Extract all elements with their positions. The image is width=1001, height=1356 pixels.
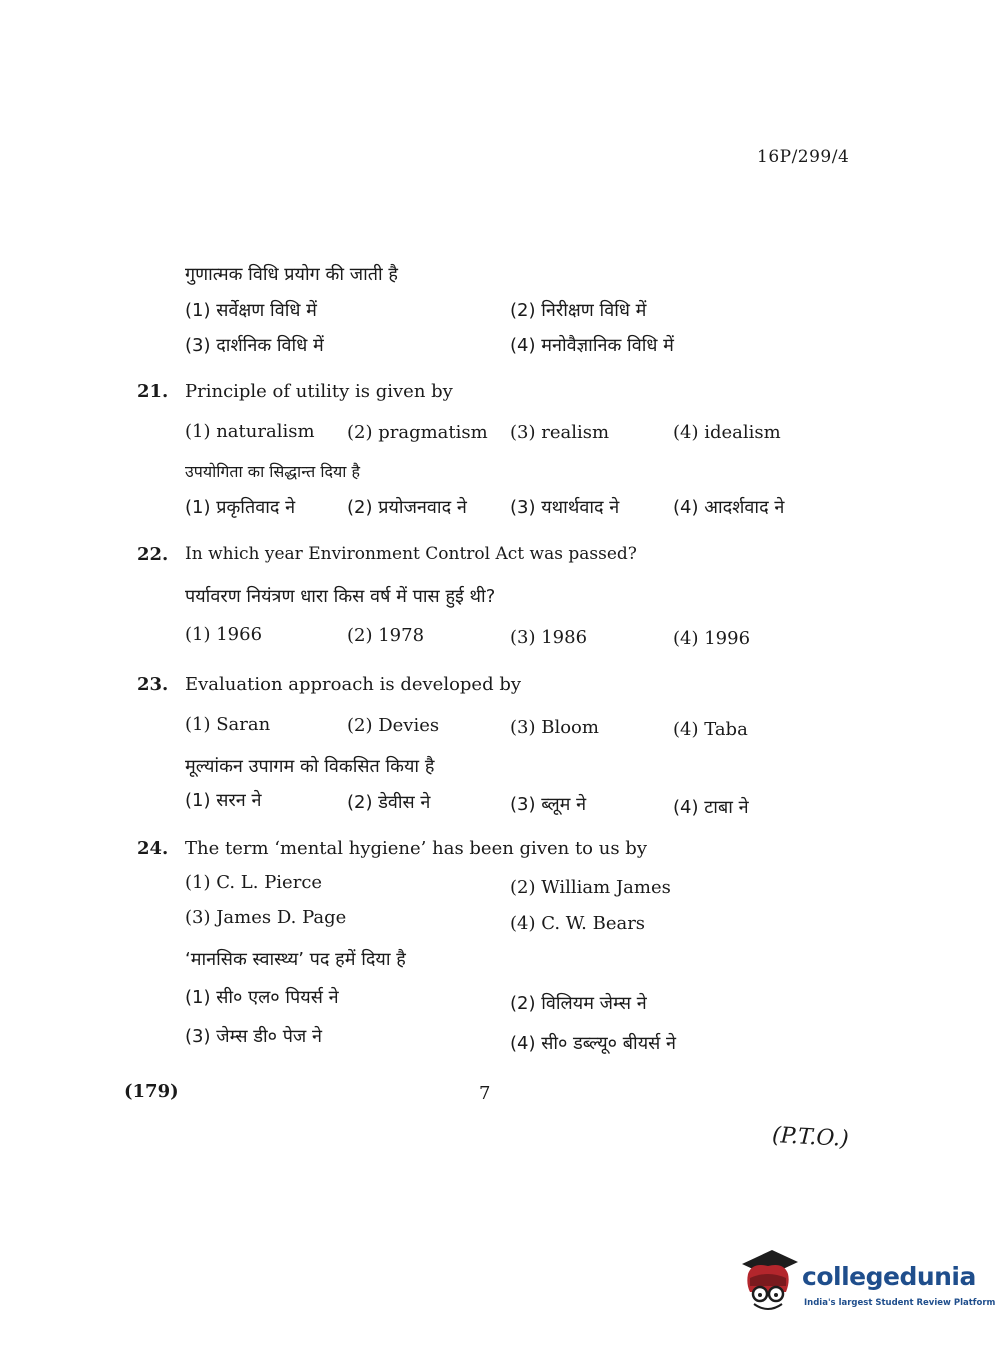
brand-name: collegedunia (802, 1262, 976, 1291)
q20-option-2: (2) निरीक्षण विधि में (510, 300, 647, 321)
q21-hi-stem: उपयोगिता का सिद्धान्त दिया है (185, 462, 360, 481)
q24-number: 24. (137, 838, 169, 859)
q22-option-1: (1) 1966 (185, 624, 263, 645)
q24-hi-option-4: (4) सी० डब्ल्यू० बीयर्स ने (510, 1033, 677, 1054)
q24-hi-option-1: (1) सी० एल० पियर्स ने (185, 987, 339, 1008)
q23-hi-option-1: (1) सरन ने (185, 790, 262, 811)
q22-hi-stem: पर्यावरण नियंत्रण धारा किस वर्ष में पास हुई थी? (185, 586, 496, 607)
q23-hi-stem: मूल्यांकन उपागम को विकसित किया है (185, 756, 435, 777)
q23-en-option-4: (4) Taba (673, 719, 748, 740)
q23-hi-option-2: (2) डेवीस ने (347, 792, 431, 813)
q21-en-option-1: (1) naturalism (185, 421, 315, 442)
q24-hi-option-3: (3) जेम्स डी० पेज ने (185, 1026, 322, 1047)
q20-hindi-stem: गुणात्मक विधि प्रयोग की जाती है (185, 264, 398, 285)
q23-hi-option-4: (4) टाबा ने (673, 797, 749, 818)
q21-en-option-3: (3) realism (510, 422, 610, 443)
collegedunia-watermark (738, 1248, 996, 1320)
q22-option-2: (2) 1978 (347, 625, 425, 646)
q23-number: 23. (137, 674, 169, 695)
q21-hi-option-2: (2) प्रयोजनवाद ने (347, 497, 467, 518)
q24-hi-option-2: (2) विलियम जेम्स ने (510, 993, 647, 1014)
q20-option-3: (3) दार्शनिक विधि में (185, 335, 324, 356)
brand-tagline: India's largest Student Review Platform (804, 1298, 996, 1308)
q23-en-option-3: (3) Bloom (510, 717, 599, 738)
q20-option-1: (1) सर्वेक्षण विधि में (185, 300, 317, 321)
q23-en-option-2: (2) Devies (347, 715, 440, 736)
q24-en-stem: The term ‘mental hygiene’ has been given to us by (185, 838, 647, 859)
q24-en-option-1: (1) C. L. Pierce (185, 872, 323, 893)
q21-hi-option-1: (1) प्रकृतिवाद ने (185, 497, 296, 518)
q23-en-stem: Evaluation approach is developed by (185, 674, 522, 695)
q23-hi-option-3: (3) ब्लूम ने (510, 794, 587, 815)
q21-hi-option-4: (4) आदर्शवाद ने (673, 497, 785, 518)
paper-code: 16P/299/4 (757, 147, 850, 167)
pto-note: (P.T.O.) (771, 1123, 850, 1152)
set-code: (179) (124, 1081, 179, 1102)
q24-en-option-4: (4) C. W. Bears (510, 913, 646, 934)
q22-en-stem: In which year Environment Control Act was passed? (185, 544, 637, 564)
q24-hi-stem: ‘मानसिक स्वास्थ्य’ पद हमें दिया है (185, 949, 406, 970)
q22-option-3: (3) 1986 (510, 627, 588, 648)
mascot-icon (738, 1248, 800, 1316)
q21-hi-option-3: (3) यथार्थवाद ने (510, 497, 620, 518)
q21-en-option-2: (2) pragmatism (347, 422, 488, 443)
q21-en-stem: Principle of utility is given by (185, 381, 453, 402)
q24-en-option-2: (2) William James (510, 877, 671, 898)
q21-number: 21. (137, 381, 169, 402)
q22-number: 22. (137, 544, 169, 565)
q24-en-option-3: (3) James D. Page (185, 907, 347, 928)
q22-option-4: (4) 1996 (673, 628, 751, 649)
q21-en-option-4: (4) idealism (673, 422, 781, 443)
q20-option-4: (4) मनोवैज्ञानिक विधि में (510, 335, 674, 356)
page-number: 7 (479, 1083, 491, 1104)
q23-en-option-1: (1) Saran (185, 714, 271, 735)
